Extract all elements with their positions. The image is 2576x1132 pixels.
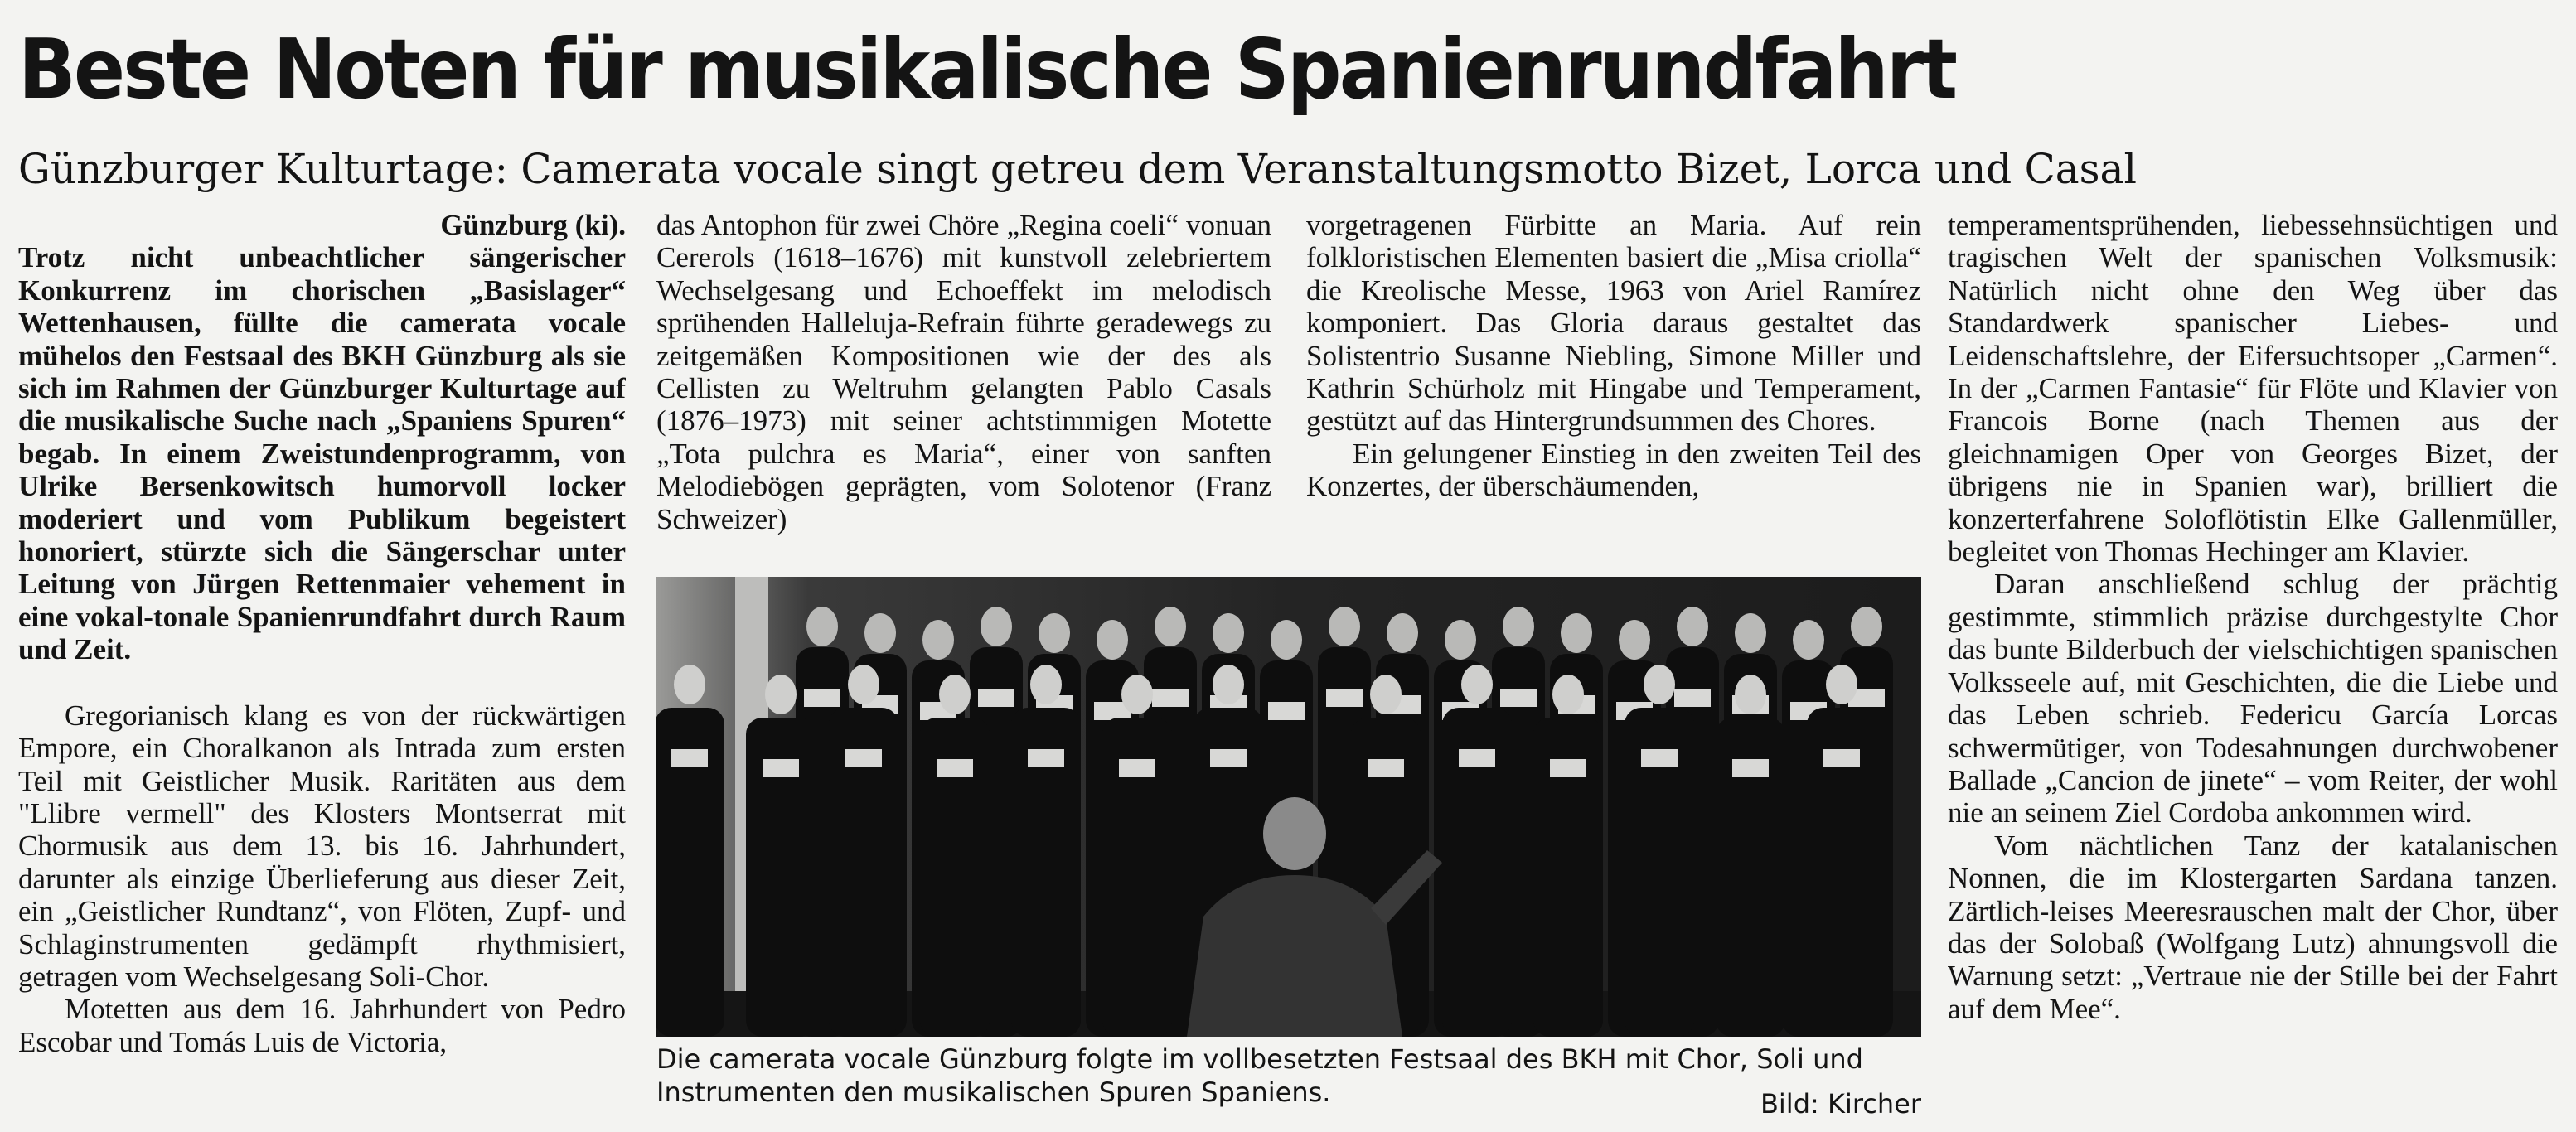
photo-credit: Bild: Kircher	[1760, 1088, 1921, 1120]
singer-head	[674, 665, 705, 704]
caption-text: Die camerata vocale Günzburg folgte im vollbesetzten Festsaal des BKH mit Chor, Soli und Instrumenten den musikalischen Spuren Spaniens.	[656, 1043, 1863, 1108]
singer-head	[765, 675, 797, 714]
singer-head	[1735, 675, 1766, 714]
singer-music-folder	[1028, 749, 1064, 767]
lead-text: Trotz nicht unbeachtlicher sängerischer Konkurrenz im chorischen „Basislager“ Wettenhausen, füllte die camerata vocale mühelos den Festsaal des BKH Günzburg als sie sich im Rahmen der Günzburger Kulturtage auf die musikalische Suche nach „Spaniens Spuren“ begab. In einem Zweistundenprogramm, von Ulrike Bersenkowitsch humorvoll locker moderiert und vom Publikum begeistert honoriert, stürzte sich die Sängerschar unter Leitung von Jürgen Rettenmaier vehement in eine vokal-tonale Spanienrundfahrt durch Raum und Zeit.	[18, 241, 626, 666]
column-1	[18, 209, 626, 1124]
dateline: Günzburg (ki).	[440, 209, 626, 241]
singer-head	[864, 613, 896, 653]
choir-photo-graphic	[656, 577, 1921, 1037]
subheadline: Günzburger Kulturtage: Camerata vocale singt getreu dem Veranstaltungsmotto Bizet, Lorca und Casal	[18, 145, 2137, 193]
singer-head	[1851, 607, 1882, 646]
singer-head	[1445, 620, 1476, 660]
singer-music-folder	[1823, 749, 1860, 767]
singer-music-folder	[1119, 759, 1155, 777]
singer-head	[981, 607, 1012, 646]
singer-music-folder	[804, 689, 840, 707]
singer-head	[1213, 613, 1244, 653]
singer-head	[1213, 665, 1244, 704]
choir-photo	[656, 577, 1921, 1037]
singer-head	[1097, 620, 1128, 660]
singer-music-folder	[1326, 689, 1363, 707]
paragraph-bilderbuch: Daran anschließend schlug der prächtig gestimmte, stimmlich präzise durchgestylte Chor das bunte Bilderbuch der vielschichtigen spanischen Volksseele auf, mit Geschichten, die die Liebe und das Leben schrieb. Federicu García Lorcas schwermütiger, von Todesahnungen durchwobener Ballade „Cancion de jinete“ – vom Reiter, der wohl nie an seinem Ziel Cordoba ankommen wird.	[1948, 568, 2558, 830]
singer-music-folder	[978, 689, 1014, 707]
singer-head	[939, 675, 971, 714]
singer-head	[1121, 675, 1153, 714]
singer-head	[1644, 665, 1675, 704]
singer-head	[922, 620, 954, 660]
singer-music-folder	[937, 759, 973, 777]
singer-head	[1561, 613, 1592, 653]
singer-music-folder	[1152, 689, 1189, 707]
singer-music-folder	[1368, 759, 1404, 777]
singer-head	[1329, 607, 1360, 646]
paragraph-antophon: das Antophon für zwei Chöre „Regina coeli“ vonuan Cererols (1618–1676) mit kunstvoll zelebriertem Wechselgesang und Echoeffekt im melodisch sprühenden Halleluja-Refrain führte geradewegs zu zeitgemäßen Kompositionen wie der des als Cellisten zu Weltruhm gelangten Pablo Casals (1876–1973) mit seiner achtstimmigen Motette „Tota pulchra es Maria“, einer von sanften Melodiebögen geprägten, vom Solotenor (Franz Schweizer)	[656, 209, 1271, 535]
singer-music-folder	[1732, 759, 1769, 777]
singer-head	[1793, 620, 1824, 660]
lead-paragraph	[18, 209, 626, 666]
singer-head	[1271, 620, 1302, 660]
singer-music-folder	[671, 749, 708, 767]
singer-music-folder	[1210, 749, 1247, 767]
headline: Beste Noten für musikalische Spanienrundfahrt	[18, 21, 1956, 118]
singer-head	[1387, 613, 1418, 653]
paragraph-einstieg: Ein gelungener Einstieg in den zweiten Teil des Konzertes, der überschäumenden,	[1306, 437, 1921, 503]
singer-head	[806, 607, 838, 646]
singer-head	[1552, 675, 1584, 714]
singer-head	[1735, 613, 1766, 653]
singer-head	[1677, 607, 1708, 646]
singer-head	[1503, 607, 1534, 646]
singer-music-folder	[845, 749, 882, 767]
singer-head	[1826, 665, 1857, 704]
singer-head	[1461, 665, 1493, 704]
singer-head	[1370, 675, 1402, 714]
singer-head	[1155, 607, 1186, 646]
singer-music-folder	[1550, 759, 1586, 777]
singer-music-folder	[1268, 702, 1305, 720]
column-4	[1948, 209, 2558, 1124]
column-3	[1306, 209, 1921, 557]
paragraph-fuerbitte: vorgetragenen Fürbitte an Maria. Auf rein folkloristischen Elementen basiert die „Misa criolla“ die Kreolische Messe, 1963 von Ariel Ramírez komponiert. Das Gloria daraus gestaltet das Solistentrio Susanne Niebling, Simone Miller und Kathrin Schürholz mit Hingabe und Temperament, gestützt auf das Hintergrundsummen des Chores.	[1306, 209, 1921, 438]
singer-head	[1030, 665, 1062, 704]
singer-head	[848, 665, 879, 704]
photo-caption	[656, 1043, 1921, 1125]
singer-music-folder	[1674, 689, 1711, 707]
paragraph-volksmusik: temperamentsprühenden, liebessehnsüchtigen und tragischen Welt der spanischen Volksmusik: Natürlich nicht ohne den Weg über das Standardwerk spanischer Liebes- und Leidenschaftslehre, der Eifersuchtsoper „Carmen“. In der „Carmen Fantasie“ für Flöte und Klavier von Francois Borne (nach Themen aus der gleichnamigen Oper von Georges Bizet, der übrigens nie in Spanien war), brilliert die konzerterfahrene Soloflötistin Elke Gallenmüller, begleitet von Thomas Hechinger am Klavier.	[1948, 209, 2558, 568]
singer-head	[1039, 613, 1070, 653]
singer-music-folder	[1641, 749, 1678, 767]
singer-music-folder	[1500, 689, 1537, 707]
paragraph-gregorianisch: Gregorianisch klang es von der rückwärtigen Empore, ein Choralkanon als Intrada zum ersten Teil mit Geistlicher Musik. Raritäten aus dem "Llibre vermell" des Klosters Montserrat mit Chormusik aus dem 13. bis 16. Jahrhundert, darunter als einzige Überlieferung aus dieser Zeit, ein „Geistlicher Rundtanz“, von Flöten, Zupf- und Schlaginstrumenten gedämpft rhythmisiert, getragen vom Wechselgesang Soli-Chor.	[18, 699, 626, 993]
column-2	[656, 209, 1271, 557]
singer-head	[1619, 620, 1650, 660]
paragraph-motetten: Motetten aus dem 16. Jahrhundert von Pedro Escobar und Tomás Luis de Victoria,	[18, 993, 626, 1058]
singer-music-folder	[763, 759, 799, 777]
paragraph-nonnen: Vom nächtlichen Tanz der katalanischen Nonnen, die im Klostergarten Sardana tanzen. Zärtlich-leises Meeresrauschen malt der Chor, über das der Solobaß (Wolfgang Lutz) ahnungsvoll die Warnung setzt: „Vertraue nie der Stille bei der Fahrt auf dem Mee“.	[1948, 829, 2558, 1025]
singer-music-folder	[1459, 749, 1495, 767]
